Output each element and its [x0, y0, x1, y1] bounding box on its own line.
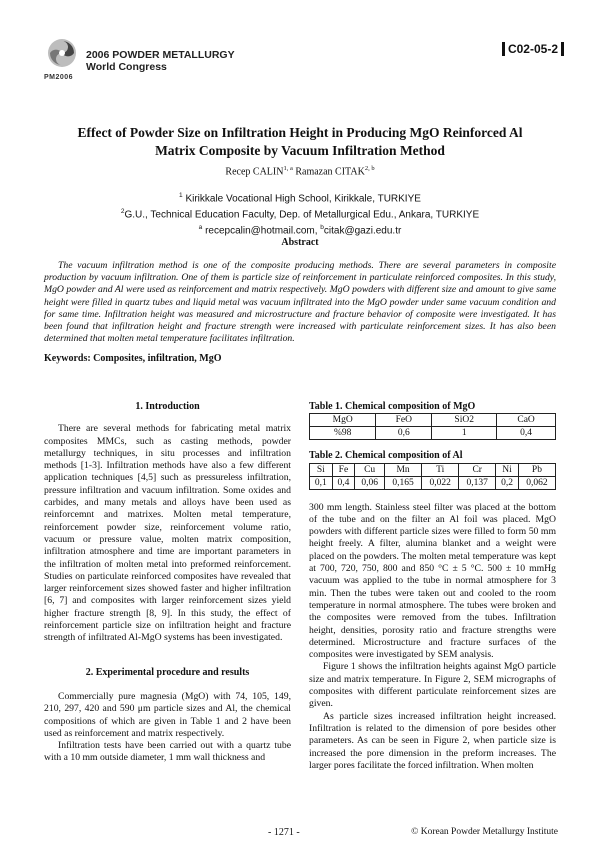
table-cell: 0,137	[459, 476, 496, 489]
right-paragraph-1: 300 mm length. Stainless steel filter was placed at the bottom of the tube and on the filter an Al foil was placed. MgO powders with different particle sizes were filled to form 50 mm height freely. A filter, alumina blanket and a weight were placed on the powders. The molten metal temperature was kept at 700, 720, 750, 800 and 850 °C ± 5 °C. 500 ± 10 mmHg vacuum was applied to the tube in normal atmosphere for 3 min. Then the tubes were taken out and cooled to the room temperature in normal atmosphere. The tubes were broken and the composites were removed from the tubes. Infiltration height, densities, porosity ratio and fracture strengths were determined. Microstructure and fracture surfaces of the composites were investigated by SEM analysis.	[309, 501, 556, 661]
title-line-2: Matrix Composite by Vacuum Infiltration Method	[155, 143, 445, 158]
table-cell: 0,2	[496, 476, 519, 489]
paper-title	[40, 124, 560, 160]
conference-name	[86, 49, 235, 73]
table-cell: %98	[310, 427, 376, 440]
abstract-text: The vacuum infiltration method is one of the composite producing methods. There are several parameters in composite production by vacuum infiltration. One of them is particle size of reinforcement in particulate reinforced composites. In this study, MgO powder and Al were used as reinforcement and matrix respectively. MgO powders with different size and amount to give same height were filled in quartz tubes and liquid metal was vacuum infiltrated into the MgO powder under same vacuum condition and for same time. Infiltration height was measured and microstructure and fracture behavior of composite were investigated. It has been found that infiltration height and fracture strength were increased with particulate reinforcement sizes. It has also been determined that molten metal temperature facilitates infiltration.	[44, 260, 556, 345]
paper-code: C02-05-2	[502, 42, 564, 56]
table-cell: 1	[432, 427, 497, 440]
table-cell: Cr	[459, 463, 496, 476]
table-cell: Pb	[518, 463, 555, 476]
experimental-paragraph-2: Infiltration tests have been carried out with a quartz tube with a 10 mm outside diameter, 1 mm wall thickness and	[44, 740, 291, 764]
table-cell: 0,4	[332, 476, 355, 489]
right-paragraph-2: Figure 1 shows the infiltration heights against MgO particle size and matrix temperature. In Figure 2, SEM micrographs of composites with different particulate reinforcement sizes are given.	[309, 661, 556, 710]
table-cell: CaO	[497, 414, 556, 427]
table-cell: FeO	[376, 414, 432, 427]
conference-logo	[44, 38, 80, 84]
author-2-sup: 2, b	[364, 165, 375, 172]
emails: $^a$ recepcalin@hotmail.com, $^b$citak@gazi.edu.tr	[198, 223, 402, 236]
right-column	[309, 401, 556, 772]
table-cell: 0,1	[310, 476, 333, 489]
table-cell: 0,4	[497, 427, 556, 440]
table-cell: 0,06	[355, 476, 385, 489]
table-2-value-row	[310, 476, 556, 489]
table-cell: Si	[310, 463, 333, 476]
table-cell: SiO2	[432, 414, 497, 427]
table-1-header-row	[310, 414, 556, 427]
keywords: Keywords: Composites, infiltration, MgO	[44, 353, 222, 364]
table-2-header-row	[310, 463, 556, 476]
table-1-value-row	[310, 427, 556, 440]
authors	[40, 165, 560, 177]
author-2: Ramazan CITAK	[295, 166, 365, 178]
conference-header	[44, 38, 564, 88]
right-paragraph-3: As particle sizes increased infiltration height increased. Infiltration is related to the dimension of pore besides other parameters. As can be seen in Figure 2, when particle size is increased the pore dimension in the preform increases. The larger pores facilitate the forced infiltration. When molten	[309, 710, 556, 771]
affiliations	[40, 190, 560, 237]
table-cell: 0,062	[518, 476, 555, 489]
table-cell: Ni	[496, 463, 519, 476]
table-cell: MgO	[310, 414, 376, 427]
table-2-caption: Table 2. Chemical composition of Al	[309, 450, 463, 462]
affiliation-1: $^1$ Kirikkale Vocational High School, Kirikkale, TURKIYE	[179, 192, 421, 205]
page-number: - 1271 -	[268, 827, 300, 838]
table-2	[309, 463, 556, 490]
table-cell: 0,6	[376, 427, 432, 440]
title-line-1: Effect of Powder Size on Infiltration Height in Producing MgO Reinforced Al	[77, 125, 523, 140]
abstract-heading: Abstract	[281, 237, 319, 248]
table-cell: Mn	[385, 463, 422, 476]
swirl-logo-icon	[47, 38, 77, 68]
author-1-sup: 1, a	[283, 165, 293, 172]
conference-line-2: World Congress	[86, 61, 167, 73]
introduction-heading: 1. Introduction	[135, 401, 200, 412]
experimental-heading: 2. Experimental procedure and results	[85, 666, 250, 678]
left-column	[44, 401, 291, 765]
conference-line-1: 2006 POWDER METALLURGY	[86, 49, 235, 61]
table-cell: Ti	[422, 463, 459, 476]
table-cell: 0,165	[385, 476, 422, 489]
copyright-notice: © Korean Powder Metallurgy Institute	[411, 827, 558, 837]
affiliation-2: $^2$G.U., Technical Education Faculty, Dep. of Metallurgical Edu., Ankara, TURKIYE	[120, 207, 480, 221]
table-cell: Cu	[355, 463, 385, 476]
table-1	[309, 413, 556, 440]
experimental-paragraph-1: Commercially pure magnesia (MgO) with 74, 105, 149, 210, 297, 420 and 590 μm particle sizes and Al, the chemical compositions of which are given in Table 1 and 2 have been used as reinforcement and matrix respectively.	[44, 690, 291, 739]
logo-text: PM2006	[44, 74, 74, 81]
table-cell: 0,022	[422, 476, 459, 489]
introduction-text: There are several methods for fabricating metal matrix composites MMCs, such as casting methods, powder metallurgy techniques, in situ processes and infiltration methods [1-3]. Infiltration methods have also a few different application techniques [4,5] such as pressureless infiltration, pressure infiltration and vacuum infiltration. Some oxides and carbides, and many metals and alloys have been used as reinforcemnt and matrixes. Molten metal temperature, reinforcement powder size, reinforcement volume ratio, vacuum or pressure value, molten matrix composition, infiltration atmosphere and time are important parameters in the infiltration of molten metal into preformed reinforcement. Studies on particulate reinforced composites have revealed that larger reinforcement sizes showed faster and higher infiltration [6, 7] and composites with larger reinforcement sizes yield higher fracture strength [8, 9]. In this study, the effect of reinforcement particle size on infiltration height and fracture strength of infiltrated Al-MgO systems has been investigated.	[44, 423, 291, 644]
table-cell: Fe	[332, 463, 355, 476]
author-1: Recep CALIN	[225, 166, 284, 178]
table-1-caption: Table 1. Chemical composition of MgO	[309, 401, 476, 412]
